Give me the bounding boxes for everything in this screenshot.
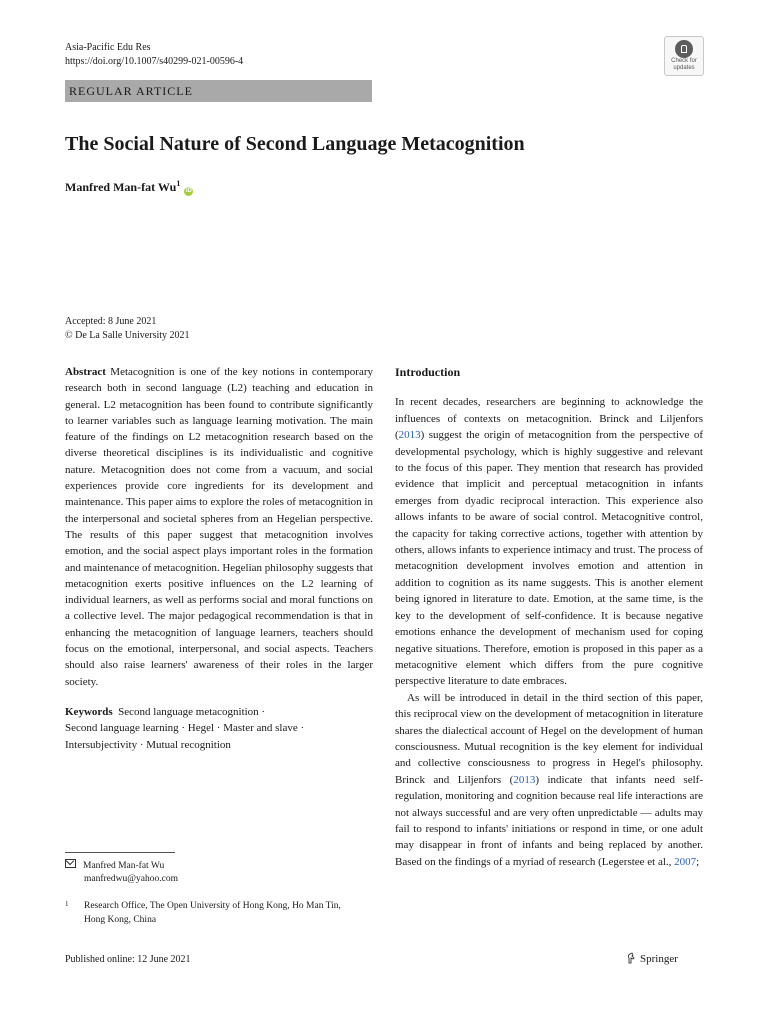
publisher-name: Springer [640,953,678,965]
keywords-line-1: Second language metacognition · [118,705,266,718]
keywords-line-2: Second language learning · Hegel · Master and slave · [65,722,305,735]
check-label-1: Check for [671,58,697,64]
author-name[interactable]: Manfred Man-fat Wu [65,180,177,194]
check-for-updates-icon[interactable] [664,36,704,76]
paper-title: The Social Nature of Second Language Metacognition [65,133,525,155]
affiliation-text: Research Office, The Open University of Hong Kong, Ho Man Tin, Hong Kong, China [84,901,341,925]
publisher [626,952,678,965]
introduction-heading: Introduction [395,365,461,379]
intro-paragraph-1 [395,394,703,689]
footnote-divider [65,852,175,853]
published-date: Published online: 12 June 2021 [65,954,191,965]
intro-p1-text-a: In recent decades, researchers are beginning to acknowledge the influences of contexts on metacognition. Brinck and Liljenfors ( [395,396,703,442]
corresponding-author: Manfred Man-fat Wu [83,861,165,871]
orcid-icon[interactable]: iD [185,188,192,194]
keywords-block [65,704,373,753]
copyright-line: © De La Salle University 2021 [65,330,190,341]
article-dates [65,315,190,343]
intro-p2-text-b: ) indicate that infants need self-regulation, monitoring and cognition because real life interactions are not always successful and are very often unpredictable — adults may fail to respond to infants' initiations or respond in time, or one adult may disappear in front of infants and being replaced by another. Based on the findings of a myriad of research (Legerstee et al., [395,773,703,868]
intro-p2-text-a: As will be introduced in detail in the third section of this paper, this reciprocal view on the development of metacognition in literature shares the dialectical account of Hegel on the development of human consciousness. Mutual recognition is the key element for individual and collective consciousness to progress in Hegel's philosophy. Brinck and Liljenfors ( [395,691,703,786]
citation-link[interactable]: 2007 [674,855,697,868]
correspondence [65,859,178,886]
abstract [65,364,373,690]
left-column [65,364,373,753]
author-affiliation-mark: 1 [176,179,181,188]
envelope-icon [65,859,76,868]
intro-paragraph-2 [395,690,703,870]
keywords-label: Keywords [65,705,113,718]
affiliation-number: 1 [65,900,69,908]
springer-horse-icon [626,952,636,964]
abstract-label: Abstract [65,366,106,378]
author-email[interactable]: manfredwu@yahoo.com [84,874,178,884]
right-column [395,364,703,870]
abstract-text: Metacognition is one of the key notions in contemporary research both in second language (L2) teaching and education in general. L2 metacognition has been found to contribute significantly to learner variables such as language learning motivation. The main feature of the findings on L2 metacognition research based on the diverse theoretical disciplines is its individualistic and cognitive nature. Metacognition does not come from a vacuum, and social experiences provide core ingredients for its development and maintenance. This paper aims to explore the roles of metacognition in the interpersonal and societal spheres from an Hegelian perspective. The results of this paper suggest that metacognition involves emotion, and the social aspect plays important roles in the formation and maintenance of metacognition. Hegelian philosophy suggests that metacognition exerts positive influences on the L2 learning of individual learners, as well as performs social and moral functions on a collective level. The major pedagogical recommendation is that in enhancing the metacognition of language learners, teachers should focus on the emotional, interpersonal, and social aspects. Teachers should also raise learners' awareness of their roles in the larger society. [65,366,374,688]
accepted-date: Accepted: 8 June 2021 [65,316,157,327]
journal-header [65,41,243,69]
citation-link[interactable]: 2013 [513,773,536,786]
check-label-2: updates [673,65,695,71]
keywords-line-3: Intersubjectivity · Mutual recognition [65,738,231,751]
citation-link[interactable]: 2013 [398,429,421,442]
intro-p2-text-c: ; [696,855,700,868]
intro-p1-text-b: ) suggest the origin of metacognition from the perspective of developmental psychology, which is highly suggestive and relevant to the focus of this paper. They mention that research has provided evidence that implicit and perceptual metacognition in infants emerges from dyadic reciprocal interaction. This experience also allows infants to be aware of social control. Metacognitive control, the capacity for taking corrective actions, together with attention by others, allows infants to experience intimacy and trust. The process of metacognition development involves emotion and attention in addition to cognition as its name suggests. This is another element being ignored in literature to date. Emotion, at the same time, is the key to the development of self-confidence. It is because negative emotions enhance the development of mechanism used for coping negative situations. Therefore, emotion is proposed in this paper as a metacognitive element which differs from the pure cognitive perspective literature to date embraces. [395,429,703,688]
affiliation [65,899,355,927]
check-badge-icon [675,40,693,58]
doi-link[interactable]: https://doi.org/10.1007/s40299-021-00596-4 [65,56,244,67]
author-line [65,179,193,196]
article-type-band: REGULAR ARTICLE [65,80,372,102]
journal-name: Asia-Pacific Edu Res [65,42,151,53]
